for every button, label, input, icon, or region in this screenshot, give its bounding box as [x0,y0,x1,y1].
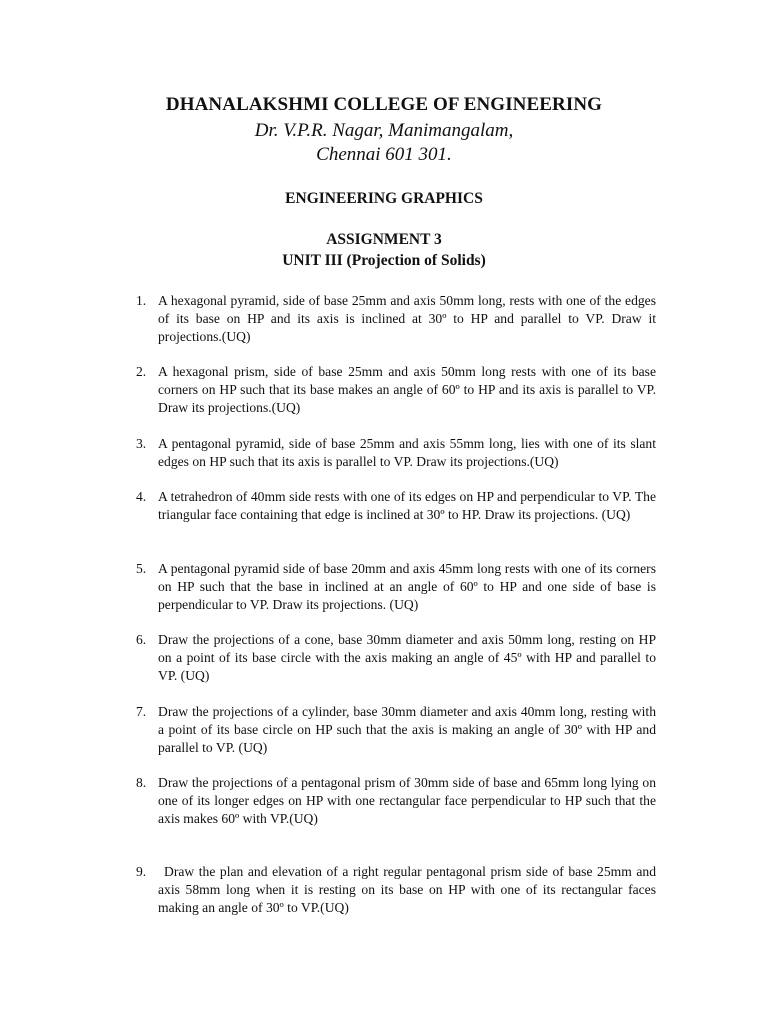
question-item [136,435,656,471]
question-text: A hexagonal prism, side of base 25mm and axis 50mm long rests with one of its base corners on HP such that its base makes an angle of 60º to HP and its axis is parallel to VP. Draw its projections.(UQ) [158,364,656,415]
question-item [136,703,656,757]
question-item [136,774,656,828]
subject-title: ENGINEERING GRAPHICS [285,190,483,207]
question-text: A tetrahedron of 40mm side rests with one of its edges on HP and perpendicular to VP. The triangular face containing that edge is inclined at 30º to HP. Draw its projections. (UQ) [158,489,656,522]
question-item [136,292,656,346]
question-number: 3. [136,436,147,451]
question-item [136,560,656,614]
question-text: A pentagonal pyramid side of base 20mm and axis 45mm long rests with one of its corners on HP such that the base in inclined at an angle of 60º to HP and one side of base is perpendicular to VP. Draw its projections. (UQ) [158,561,656,612]
question-item [136,863,656,917]
question-number: 7. [136,704,147,719]
question-number: 8. [136,775,147,790]
question-number: 4. [136,489,147,504]
question-number: 6. [136,632,147,647]
unit-title: UNIT III (Projection of Solids) [282,252,486,269]
question-item [136,488,656,524]
question-text: Draw the projections of a pentagonal prism of 30mm side of base and 65mm long lying on one of its longer edges on HP with one rectangular face perpendicular to HP such that the axis makes 60º with VP.(UQ) [158,775,656,826]
assignment-title: ASSIGNMENT 3 [326,231,442,248]
question-number: 5. [136,561,147,576]
question-text: Draw the projections of a cylinder, base 30mm diameter and axis 40mm long, resting with a point of its base circle on HP such that the axis is making an angle of 30º with HP and parallel to VP. (UQ) [158,704,656,755]
address-line-2: Chennai 601 301. [316,144,452,165]
question-text: Draw the projections of a cone, base 30mm diameter and axis 50mm long, resting on HP on a point of its base circle with the axis making an angle of 45º with HP and parallel to VP. (UQ) [158,632,656,683]
question-text: A hexagonal pyramid, side of base 25mm and axis 50mm long, rests with one of the edges of its base on HP and its axis is inclined at 30º to HP and parallel to VP. Draw it projections.(UQ) [158,293,656,344]
question-number: 9. [136,864,147,879]
question-item [136,363,656,417]
address-line-1: Dr. V.P.R. Nagar, Manimangalam, [254,120,514,141]
question-text: A pentagonal pyramid, side of base 25mm and axis 55mm long, lies with one of its slant edges on HP such that its axis is parallel to VP. Draw its projections.(UQ) [158,436,656,469]
question-number: 1. [136,293,147,308]
question-text: Draw the plan and elevation of a right regular pentagonal prism side of base 25mm and axis 58mm long when it is resting on its base on HP with one of its rectangular faces making an angle of 30º to VP.(UQ) [158,864,656,915]
question-number: 2. [136,364,147,379]
college-name: DHANALAKSHMI COLLEGE OF ENGINEERING [165,94,603,115]
question-item [136,631,656,685]
